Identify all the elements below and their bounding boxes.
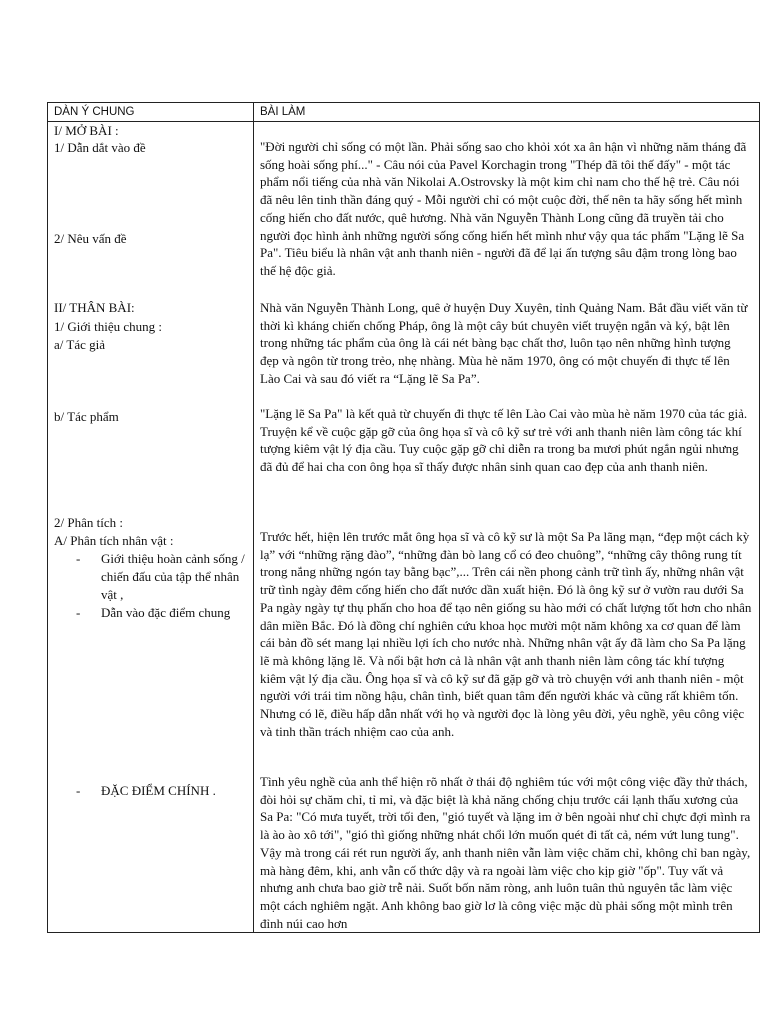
bullet-1-text: Giới thiệu hoàn cảnh sống / chiến đấu của tập thể nhân vật , (101, 551, 245, 602)
bullet-dash: - (76, 783, 81, 798)
outline-phan-tich-nhan-vat: A/ Phân tích nhân vật : (54, 533, 174, 548)
outline-phan-tich: 2/ Phân tích : (54, 515, 123, 530)
outline-neu-van-de-text: 2/ Nêu vấn đề (54, 231, 127, 246)
header-essay: BÀI LÀM (254, 103, 760, 122)
bullet-dash: - (76, 605, 81, 620)
outline-mo-bai: I/ MỞ BÀI : (54, 123, 119, 138)
essay-paragraph-work: "Lặng lẽ Sa Pa" là kết quả từ chuyến đi thực tế lên Lào Cai vào mùa hè năm 1970 của tác giả. Truyện kể về cuộc gặp gỡ của ông họa sĩ và cô kỹ sư trẻ với anh thanh niên làm công tác khí tượng kiêm vật lý địa cầu. Tuy cuộc gặp gỡ chỉ diễn ra trong ba mươi phút ngắn ngủi nhưng đã đủ để hai cha con ông họa sĩ thấy được nhân sinh quan cao đẹp của anh thanh niên. (260, 406, 748, 475)
outline-cell (48, 122, 254, 933)
essay-paragraph-author: Nhà văn Nguyễn Thành Long, quê ở huyện Duy Xuyên, tỉnh Quảng Nam. Bắt đầu viết văn từ thời kì kháng chiến chống Pháp, ông là một cây bút chuyên viết truyện ngắn và ký, bật lên trong những tác phẩm của ông là cái nét bàng bạc chất thơ, luôn tạo nên những hình tượng đẹp và ngôn từ trong trẻo, nhẹ nhàng. Mùa hè năm 1970, ông có một chuyến đi thực tế lên Lào Cai và sau đó viết ra “Lặng lẽ Sa Pa”. (260, 300, 748, 386)
essay-cell (254, 122, 760, 933)
table-body-row (48, 122, 760, 933)
table-header-row (48, 103, 760, 122)
essay-paragraph-analysis: Trước hết, hiện lên trước mắt ông họa sĩ và cô kỹ sư là một Sa Pa lãng mạn, “đẹp một cách kỳ lạ” với “những rặng đào”, “những đàn bò lang cổ có đeo chuông”, “những cây thông rung tít trong nắng những ngón tay bằng bạc”,... Trên cái nền phong cảnh trữ tình ấy, những nhân vật trữ tình ngày đêm cống hiến cho đất nước dần xuất hiện. Đó là ông kỹ sư ở vườn rau dưới Sa Pa ngày ngày tự thụ phấn cho hoa để tạo nên giống su hào mới có chất lượng tốt hơn cho nhân dân miền Bắc. Đó là đồng chí nghiên cứu khoa học mười một năm không xa cơ quan để làm cái bản đồ sét mang lại nhiều lợi ích cho nước nhà. Những nhân vật ấy đã làm cho Sa Pa lặng lẽ mà không lặng lẽ. Và nổi bật hơn cả là nhân vật anh thanh niên làm công tác khí tượng kiêm vật lý địa cầu. Ông họa sĩ và cô kỹ sư đã gặp gỡ và trò chuyện với anh thanh niên - một người với trái tim nồng hậu, chân tình, biết quan tâm đến người khác và cũng rất khiêm tốn. Nhưng có lẽ, điều hấp dẫn nhất với họ và người đọc là lòng yêu đời, yêu nghề, yêu công việc và tinh thần trách nhiệm cao của anh. (260, 529, 752, 739)
essay-paragraph-main-trait: Tình yêu nghề của anh thể hiện rõ nhất ở thái độ nghiêm túc với một công việc đầy thử thách, đòi hỏi sự chăm chỉ, tỉ mỉ, và đặc biệt là khả năng chống chịu trước cái lạnh thấu xương của Sa Pa: "Có mưa tuyết, trời tối đen, "gió tuyết và lặng im ở bên ngoài như chỉ chực đợi mình ra là ào ào xô tới", "gió thì giống những nhát chổi lớn muốn quét đi tất cả, ném vứt lung tung". Vậy mà trong cái rét run người ấy, anh thanh niên vẫn làm việc chăm chỉ, không chỉ ban ngày, mà hàng đêm, khi, anh vẫn cố thức dậy và ra ngoài làm việc cho kịp giờ "ốp". Tuy vất vả nhưng anh chưa bao giờ trễ nải. Suốt bốn năm ròng, anh luôn tuân thủ nguyên tắc làm việc một cách nghiêm ngặt. Anh không bao giờ lơ là công việc mặc dù phải sống một mình trên đỉnh núi cao hơn (260, 774, 751, 931)
bullet-gioi-thieu-hoan-canh (101, 550, 251, 604)
outline-dan-dat (54, 139, 146, 157)
bullet-dac-diem-chinh (101, 782, 251, 800)
outline-tac-gia (54, 336, 105, 354)
header-outline: DÀN Ý CHUNG (48, 103, 254, 122)
outline-than-bai: II/ THÂN BÀI: (54, 300, 135, 315)
outline-tac-pham: b/ Tác phẩm (54, 409, 119, 424)
outline-neu-van-de (54, 230, 127, 248)
outline-dan-dat-text: 1/ Dẫn dắt vào đề (54, 140, 146, 155)
outline-tac-gia-text: a/ Tác giả (54, 337, 106, 352)
outline-essay-table (47, 102, 760, 933)
outline-gioi-thieu-chung: 1/ Giới thiệu chung : (54, 319, 162, 334)
essay-paragraph-intro: "Đời người chỉ sống có một lần. Phải sống sao cho khỏi xót xa ân hận vì những năm tháng đã sống hoài sống phí..." - Câu nói của Pavel Korchagin trong "Thép đã tôi thế đấy" - một tác phẩm nổi tiếng của nhà văn Nikolai A.Ostrovsky là một kim chỉ nam cho thế hệ trẻ. Câu nói đã nêu lên tinh thần đáng quý - Mỗi người chỉ có một cuộc đời, thế nên ta hãy sống hết mình cống hiến cho đất nước, quê hương. Nhà văn Nguyễn Thành Long cũng đã truyền tải cho người đọc hình ảnh những người sống cống hiến hết mình như vậy qua tác phẩm "Lặng lẽ Sa Pa". Tiêu biểu là nhân vật anh thanh niên - người đã để lại ấn tượng sâu đậm trong lòng bao thế hệ độc giả. (260, 139, 747, 278)
bullet-3-text: ĐẶC ĐIỂM CHÍNH . (101, 783, 216, 798)
bullet-dan-vao-dac-diem: Dẫn vào đặc điểm chung (101, 605, 231, 620)
bullet-dash: - (76, 551, 81, 566)
